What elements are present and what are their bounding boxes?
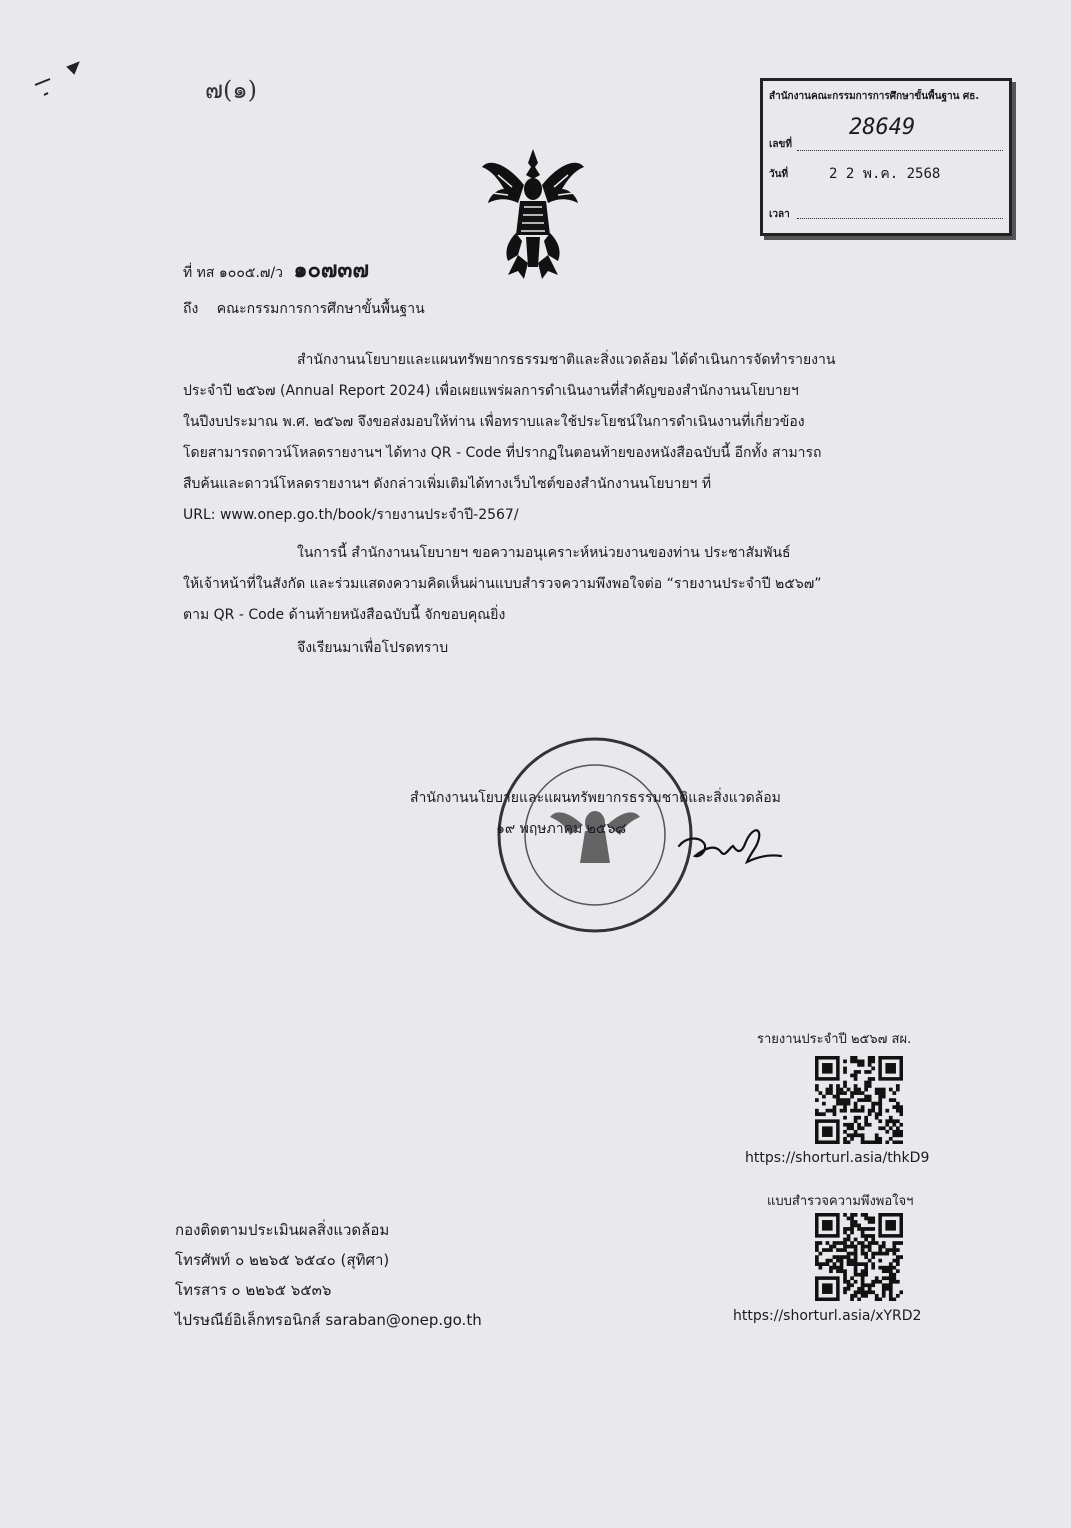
paragraph-line: ตาม QR - Code ด้านท้ายหนังสือฉบับนี้ จักขอบคุณยิ่ง [183,607,506,623]
stamp-number-label: เลขที่ [769,139,792,150]
recipient-value: คณะกรรมการการศึกษาขั้นพื้นฐาน [216,301,425,317]
body-paragraph-2 [183,538,940,631]
stamp-org: สำนักงานคณะกรรมการการศึกษาขั้นพื้นฐาน ศธ. [769,91,980,102]
report-qr-label: รายงานประจำปี ๒๕๖๗ สผ. [757,1032,912,1047]
survey-qr-label: แบบสำรวจความพึงพอใจฯ [767,1194,914,1209]
document-number [183,252,369,287]
contact-block [175,1215,482,1335]
stamp-time-row [769,205,1003,225]
stamp-number-value: 28649 [849,115,916,140]
contact-email: ไปรษณีย์อิเล็กทรอนิกส์ saraban@onep.go.th [175,1311,482,1329]
handwritten-signature-icon [675,818,785,873]
paragraph-line: ให้เจ้าหน้าที่ในสังกัด และร่วมแสดงความคิดเห็นผ่านแบบสำรวจความพึงพอใจต่อ “รายงานประจำปี ๒๕๖๗” [183,576,822,592]
paragraph-line: สำนักงานนโยบายและแผนทรัพยากรธรรมชาติและสิ่งแวดล้อม ได้ดำเนินการจัดทำรายงาน [297,352,836,368]
handwritten-reference: ๗(๑) [205,76,258,104]
receipt-stamp [760,78,1012,236]
document-number-prefix: ที่ ทส ๑๐๐๕.๗/ว [183,265,284,281]
document-number-value: ๑๐๗๓๗ [293,258,370,283]
contact-fax: โทรสาร ๐ ๒๒๖๕ ๖๕๓๖ [175,1281,332,1299]
stamp-date-value: 2 2 พ.ค. 2568 [829,166,941,182]
stamp-number-row [769,115,1003,151]
paragraph-line: โดยสามารถดาวน์โหลดรายงานฯ ได้ทาง QR - Code ที่ปรากฏในตอนท้ายของหนังสือฉบับนี้ อีกทั้ง สามารถ [183,445,822,461]
report-qr-url[interactable]: https://shorturl.asia/thkD9 [745,1150,930,1166]
body-paragraph-1 [183,345,940,531]
pen-mark-icon [30,55,90,105]
report-qr-code-icon[interactable] [815,1056,903,1144]
garuda-emblem-icon [478,145,588,285]
paragraph-line: ในการนี้ สำนักงานนโยบายฯ ขอความอนุเคราะห์หน่วยงานของท่าน ประชาสัมพันธ์ [297,545,791,561]
contact-phone: โทรศัพท์ ๐ ๒๒๖๕ ๖๕๔๐ (สุทิศา) [175,1251,390,1269]
stamp-time-label: เวลา [769,209,790,220]
survey-qr-code-icon[interactable] [815,1213,903,1301]
signature-date: ๑๙ พฤษภาคม ๒๕๖๘ [496,821,627,837]
survey-qr-url[interactable]: https://shorturl.asia/xYRD2 [733,1308,922,1324]
closing-line: จึงเรียนมาเพื่อโปรดทราบ [297,640,449,656]
recipient-label: ถึง [183,301,199,317]
contact-division: กองติดตามประเมินผลสิ่งแวดล้อม [175,1221,390,1239]
paragraph-line: ประจำปี ๒๕๖๗ (Annual Report 2024) เพื่อเผยแพร่ผลการดำเนินงานที่สำคัญของสำนักงานนโยบายฯ [183,383,799,399]
paragraph-line: สืบค้นและดาวน์โหลดรายงานฯ ดังกล่าวเพิ่มเติมได้ทางเว็บไซต์ของสำนักงานนโยบายฯ ที่ [183,476,712,492]
recipient-line [183,298,425,320]
signature-org: สำนักงานนโยบายและแผนทรัพยากรธรรมชาติและสิ่งแวดล้อม [410,790,781,806]
paragraph-line: ในปีงบประมาณ พ.ศ. ๒๕๖๗ จึงขอส่งมอบให้ท่าน เพื่อทราบและใช้ประโยชน์ในการดำเนินงานที่เกี่ยวข้อง [183,414,805,430]
stamp-date-row [769,163,1003,193]
stamp-date-label: วันที่ [769,169,789,180]
paragraph-line-url: URL: www.onep.go.th/book/รายงานประจำปี-2567/ [183,507,519,523]
